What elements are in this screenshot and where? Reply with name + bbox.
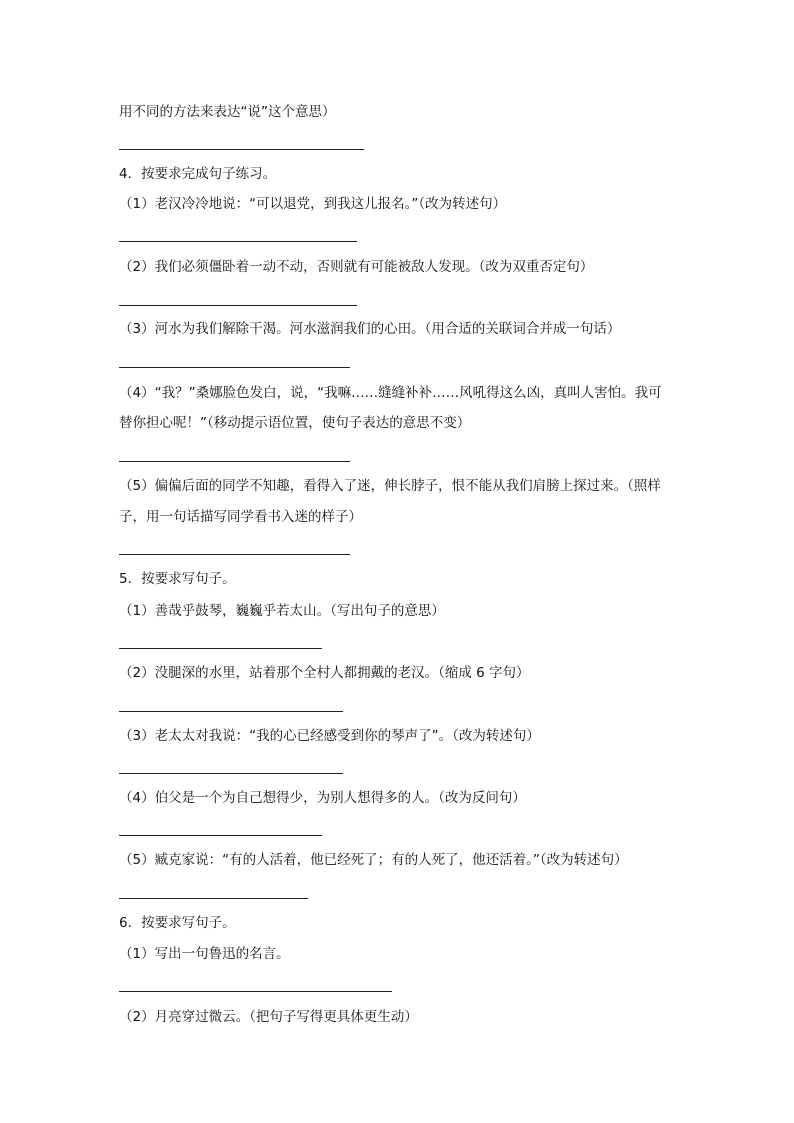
answer-line [119,835,322,836]
q5-item5-line1: （5）臧克家说：“有的人活着，他已经死了；有的人死了，他还活着。”（改为转述句） [119,852,628,868]
answer-line [119,149,364,150]
answer-line [119,898,308,899]
q5-item4-line1: （4）伯父是一个为自己想得少，为别人想得多的人。（改为反问句） [119,790,526,806]
q5-title: 5．按要求写句子。 [119,571,236,587]
q4-item4-line2: 替你担心呢！”（移动提示语位置，使句子表达的意思不变） [119,415,471,431]
q4-item5-line1: （5）偏偏后面的同学不知趣，看得入了迷，伸长脖子，恨不能从我们肩膀上探过来。（照样 [119,478,661,494]
answer-line [119,241,357,242]
answer-line [119,554,350,555]
answer-line [119,991,392,992]
answer-line [119,305,357,306]
q4-item1-line1: （1）老汉冷冷地说：“可以退党，到我这儿报名。”（改为转述句） [119,196,507,212]
answer-line [119,773,343,774]
q6-title: 6．按要求写句子。 [119,915,236,931]
q4-item5-line2: 子，用一句话描写同学看书入迷的样子） [119,509,362,525]
q4-item4-line1: （4）“我？”桑娜脸色发白，说，“我嘛……缝缝补补……风吼得这么凶，真叫人害怕。我可 [119,385,662,401]
answer-line [119,461,350,462]
q4-item3-line1: （3）河水为我们解除干渴。河水滋润我们的心田。（用合适的关联词合并成一句话） [119,321,621,337]
answer-line [119,648,322,649]
q6-item2-line1: （2）月亮穿过微云。（把句子写得更具体更生动） [119,1009,418,1025]
q4-item2-line1: （2）我们必须僵卧着一动不动，否则就有可能被敌人发现。（改为双重否定句） [119,259,594,275]
q6-item1-line1: （1）写出一句鲁迅的名言。 [119,946,290,962]
q5-item3-line1: （3）老太太对我说：“我的心已经感受到你的琴声了”。（改为转述句） [119,728,540,744]
q5-item1-line1: （1）善哉乎鼓琴，巍巍乎若太山。（写出句子的意思） [119,603,445,619]
answer-line [119,711,343,712]
intro-tail-text: 用不同的方法来表达“说”这个意思） [119,104,336,120]
q4-title: 4．按要求完成句子练习。 [119,166,277,182]
answer-line [119,367,350,368]
q5-item2-line1: （2）没腿深的水里，站着那个全村人都拥戴的老汉。（缩成 6 字句） [119,665,530,681]
